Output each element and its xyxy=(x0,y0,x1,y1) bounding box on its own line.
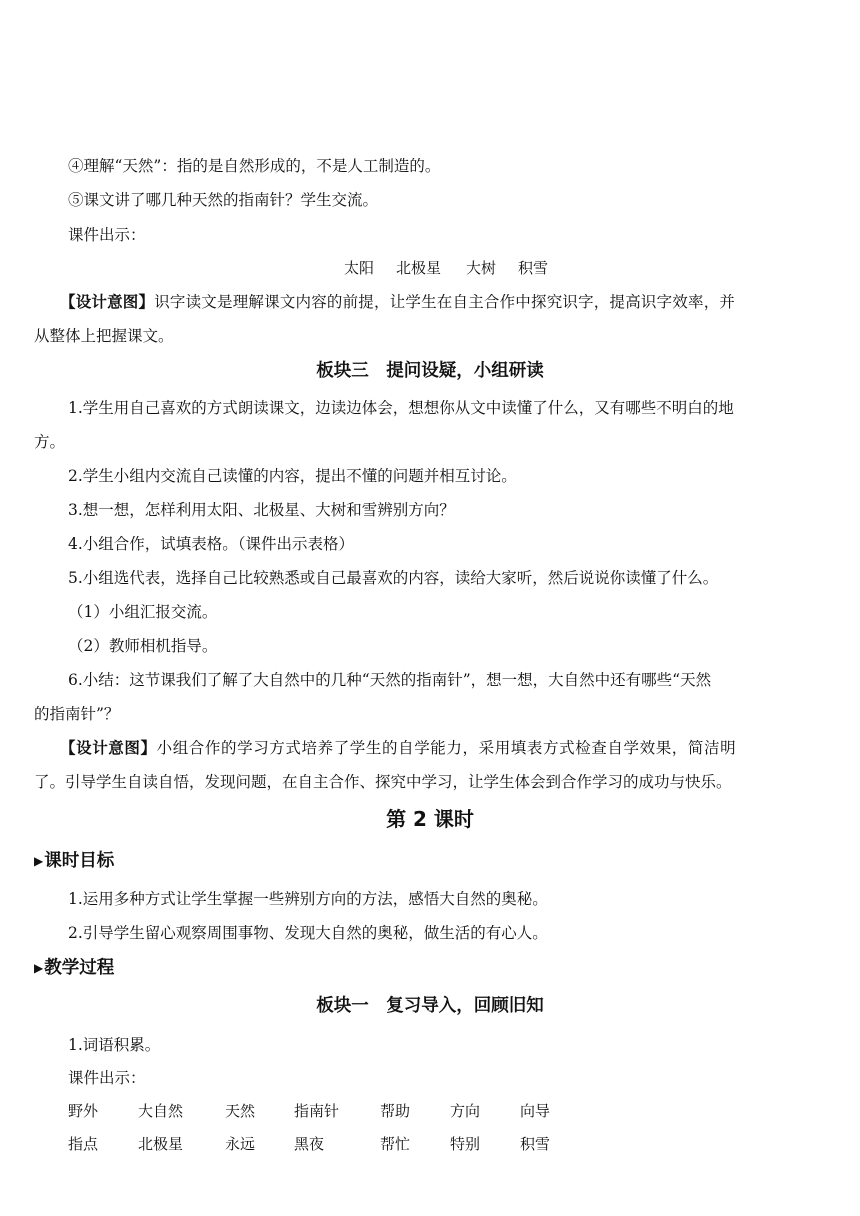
vocab-word: 向导 xyxy=(520,1102,551,1120)
block-3-title: 板块三 提问设疑，小组研读 xyxy=(316,361,544,381)
block-3-p3: 3.想一想，怎样利用太阳、北极星、大树和雪辨别方向？ xyxy=(68,501,455,519)
word-snow: 积雪 xyxy=(518,259,549,277)
vocab-word: 帮忙 xyxy=(380,1135,411,1153)
word-big-tree: 大树 xyxy=(466,259,497,277)
vocab-word: 特别 xyxy=(450,1135,481,1153)
item-4-understand-tianran: ④理解“天然”：指的是自然形成的，不是人工制造的。 xyxy=(68,157,441,175)
triangle-bullet-icon: ▶ xyxy=(34,961,44,975)
block-3-p5: 5.小组选代表，选择自己比较熟悉或自己最喜欢的内容，读给大家听，然后说说你读懂了什么。 xyxy=(68,569,719,587)
vocab-word: 黑夜 xyxy=(294,1135,325,1153)
block-1-title: 板块一 复习导入，回顾旧知 xyxy=(316,996,544,1016)
block-3-p2: 2.学生小组内交流自己读懂的内容，提出不懂的问题并相互讨论。 xyxy=(68,467,517,485)
vocab-word: 指南针 xyxy=(294,1102,340,1120)
vocab-word: 野外 xyxy=(68,1102,99,1120)
vocab-word: 指点 xyxy=(68,1135,99,1153)
vocab-word: 北极星 xyxy=(138,1135,184,1153)
design-intent-2-line-2: 了。引导学生自读自悟，发现问题，在自主合作、探究中学习，让学生体会到合作学习的成功与快乐。 xyxy=(34,773,732,791)
block-3-p1-line-1: 1.学生用自己喜欢的方式朗读课文，边读边体会，想想你从文中读懂了什么，又有哪些不明白的地 xyxy=(68,399,734,417)
process-heading: ▶教学过程 xyxy=(34,958,115,978)
block-1-p1: 1.词语积累。 xyxy=(68,1036,161,1054)
vocab-word: 帮助 xyxy=(380,1102,411,1120)
objective-2: 2.引导学生留心观察周围事物、发现大自然的奥秘，做生活的有心人。 xyxy=(68,924,548,942)
objectives-heading: ▶课时目标 xyxy=(34,851,115,871)
vocab-word: 大自然 xyxy=(138,1102,184,1120)
vocab-word: 永远 xyxy=(225,1135,256,1153)
lesson-2-title: 第 2 课时 xyxy=(386,807,474,831)
item-5-question: ⑤课文讲了哪几种天然的指南针？学生交流。 xyxy=(68,191,379,209)
block-3-p5-sub-1: （1）小组汇报交流。 xyxy=(68,603,218,621)
vocab-word: 积雪 xyxy=(520,1135,551,1153)
courseware-label: 课件出示： xyxy=(68,226,146,244)
triangle-bullet-icon: ▶ xyxy=(34,854,44,868)
design-intent-tag: 【设计意图】 xyxy=(60,293,155,311)
block-3-p1-line-2: 方。 xyxy=(34,433,66,451)
design-intent-tag: 【设计意图】 xyxy=(60,739,157,757)
block-3-p4: 4.小组合作，试填表格。（课件出示表格） xyxy=(68,535,355,553)
block-3-p6-line-2: 的指南针”？ xyxy=(34,705,120,723)
objective-1: 1.运用多种方式让学生掌握一些辨别方向的方法，感悟大自然的奥秘。 xyxy=(68,890,548,908)
design-intent-2-line-1: 【设计意图】小组合作的学习方式培养了学生的自学能力，采用填表方式检查自学效果，简洁明 xyxy=(60,739,737,757)
block-1-courseware-label: 课件出示： xyxy=(68,1069,146,1087)
block-3-p5-sub-2: （2）教师相机指导。 xyxy=(68,637,218,655)
vocab-word: 方向 xyxy=(450,1102,481,1120)
design-intent-1-line-1: 【设计意图】识字读文是理解课文内容的前提，让学生在自主合作中探究识字，提高识字效率，并 xyxy=(60,293,736,311)
block-3-p6-line-1: 6.小结：这节课我们了解了大自然中的几种“天然的指南针”，想一想，大自然中还有哪些“天然 xyxy=(68,671,712,689)
word-sun: 太阳 xyxy=(344,259,375,277)
vocab-word: 天然 xyxy=(225,1102,256,1120)
design-intent-1-line-2: 从整体上把握课文。 xyxy=(34,327,174,345)
word-north-star: 北极星 xyxy=(396,259,442,277)
